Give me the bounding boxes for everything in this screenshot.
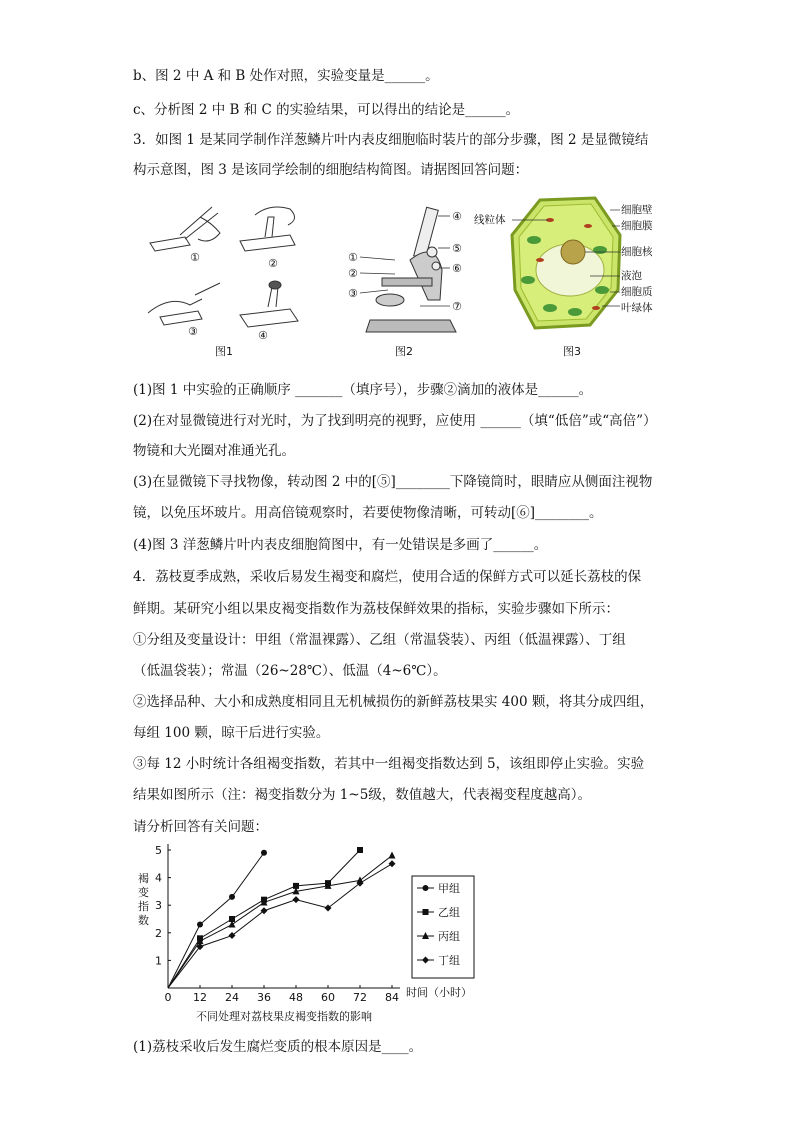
x-tick-label: 84 (385, 991, 399, 1004)
data-point (293, 896, 300, 903)
step-2-line1: ②选择品种、大小和成熟度相同且无机械损伤的新鲜荔枝果实 400 颗，将其分成四组， (133, 694, 654, 710)
q3-2-line2: 物镜和大光圈对准通光孔。 (133, 443, 295, 459)
figure-3 (470, 190, 670, 340)
chart-axes (168, 844, 400, 988)
label-cytoplasm: 细胞质 (621, 286, 653, 298)
label-chloroplast: 叶绿体 (621, 302, 653, 314)
chart-title: 不同处理对荔枝果皮褐变指数的影响 (196, 1010, 372, 1023)
nucleus-shape (561, 240, 585, 264)
legend-marker (423, 909, 429, 915)
legend-label: 乙组 (438, 906, 460, 919)
legend-label: 丙组 (438, 930, 460, 943)
part-2-label: ② (348, 267, 358, 280)
part-7-label: ⑦ (452, 300, 462, 313)
question-b-line: b、图 2 中 A 和 B 处作对照，实验变量是______。 (133, 68, 439, 84)
y-tick-label: 3 (155, 899, 162, 913)
label-mitochondria: 线粒体 (474, 214, 506, 226)
legend-label: 甲组 (438, 882, 460, 895)
q3-intro-line1: 3．如图 1 是某同学制作洋葱鳞片叶内表皮细胞临时装片的部分步骤，图 2 是显微镜结 (133, 132, 649, 148)
x-tick-label: 36 (257, 991, 271, 1004)
part-3-label: ③ (348, 287, 358, 300)
q4-intro-line1: 4．荔枝夏季成熟，采收后易发生褐变和腐烂，使用合适的保鲜方式可以延长荔枝的保 (133, 569, 642, 585)
data-point (389, 860, 396, 867)
step-3-label: ③ (188, 325, 198, 338)
part-6-label: ⑥ (452, 262, 462, 275)
series-line-3 (168, 856, 392, 988)
step-2-label: ② (268, 257, 278, 270)
y-tick-label: 1 (155, 954, 162, 968)
part-1-label: ① (348, 251, 358, 264)
data-point (357, 847, 363, 853)
y-tick-label: 2 (155, 926, 162, 940)
step-3-line1: ③每 12 小时统计各组褐变指数，若其中一组褐变指数达到 5，该组即停止实验。实验 (133, 756, 645, 772)
question-c-line: c、分析图 2 中 B 和 C 的实验结果，可以得出的结论是______。 (133, 102, 520, 118)
fig2-caption: 图2 (395, 345, 413, 358)
label-vacuole: 液泡 (621, 270, 642, 282)
x-tick-label: 12 (193, 991, 207, 1004)
label-cell-wall: 细胞壁 (621, 204, 653, 216)
q3-2-line1: (2)在对显微镜进行对光时，为了找到明亮的视野，应使用 ______（填“低倍”或“高倍”） (133, 413, 657, 429)
step-1-line2: （低温袋装）；常温（26~28℃）、低温（4~6℃）。 (133, 663, 447, 679)
q3-4-line: (4)图 3 洋葱鳞片叶内表皮细胞简图中，有一处错误是多画了______。 (133, 537, 548, 553)
figure-2 (340, 200, 480, 345)
x-axis-label: 时间（小时） (406, 986, 472, 999)
ask-line: 请分析回答有关问题： (133, 819, 268, 835)
q4-intro-line2: 鲜期。某研究小组以果皮褐变指数作为荔枝保鲜效果的指标，实验步骤如下所示： (133, 601, 619, 617)
step-1-label: ① (190, 251, 200, 264)
fig1-caption: 图1 (215, 345, 233, 358)
series-line-2 (168, 850, 360, 988)
figure-1 (140, 195, 310, 355)
x-tick-label: 0 (164, 991, 172, 1004)
q3-3-line2: 镜，以免压坏玻片。用高倍镜观察时，若要使物像清晰，可转动[⑥]________。 (133, 505, 603, 521)
step-3-drawing (148, 283, 220, 325)
fig3-caption: 图3 (563, 345, 581, 358)
label-nucleus: 细胞核 (621, 246, 653, 258)
step-4-label: ④ (258, 329, 268, 342)
x-tick-label: 24 (225, 991, 239, 1004)
step-1-drawing (150, 207, 220, 251)
y-tick-label: 5 (155, 844, 162, 857)
final-question-line: (1)荔枝采收后发生腐烂变质的根本原因是____。 (133, 1039, 423, 1055)
legend-label: 丁组 (438, 954, 460, 967)
data-point (197, 922, 203, 928)
step-1-line1: ①分组及变量设计：甲组（常温裸露）、乙组（常温袋装）、丙组（低温裸露）、丁组 (133, 632, 626, 648)
part-4-label: ④ (452, 210, 462, 223)
step-3-line2: 结果如图所示（注：褐变指数分为 1~5级，数值越大，代表褐变程度越高）。 (133, 787, 592, 803)
microscope-drawing (366, 207, 456, 332)
part-5-label: ⑤ (452, 242, 462, 255)
step-4-drawing (240, 281, 298, 327)
browning-chart (130, 838, 490, 1028)
legend-marker (423, 885, 429, 891)
q3-intro-line2: 构示意图，图 3 是该同学绘制的细胞结构简图。请据图回答问题： (133, 162, 529, 178)
step-2-drawing (240, 207, 295, 251)
q3-1-line: (1)图 1 中实验的正确顺序 _______（填序号），步骤②滴加的液体是______。 (133, 382, 593, 398)
label-cell-membrane: 细胞膜 (621, 220, 653, 232)
y-axis-label: 褐变指数 (138, 872, 149, 927)
y-tick-label: 4 (155, 871, 162, 885)
step-2-line2: 每组 100 颗，晾干后进行实验。 (133, 725, 330, 741)
q3-3-line1: (3)在显微镜下寻找物像，转动图 2 中的[⑤]________下降镜筒时，眼睛应从侧面注视物 (133, 474, 653, 490)
data-point (389, 852, 396, 859)
x-tick-label: 72 (353, 991, 367, 1004)
data-point (261, 850, 267, 856)
chart-legend (412, 876, 474, 978)
x-tick-label: 48 (289, 991, 303, 1004)
x-tick-label: 60 (321, 991, 335, 1004)
data-point (229, 894, 235, 900)
